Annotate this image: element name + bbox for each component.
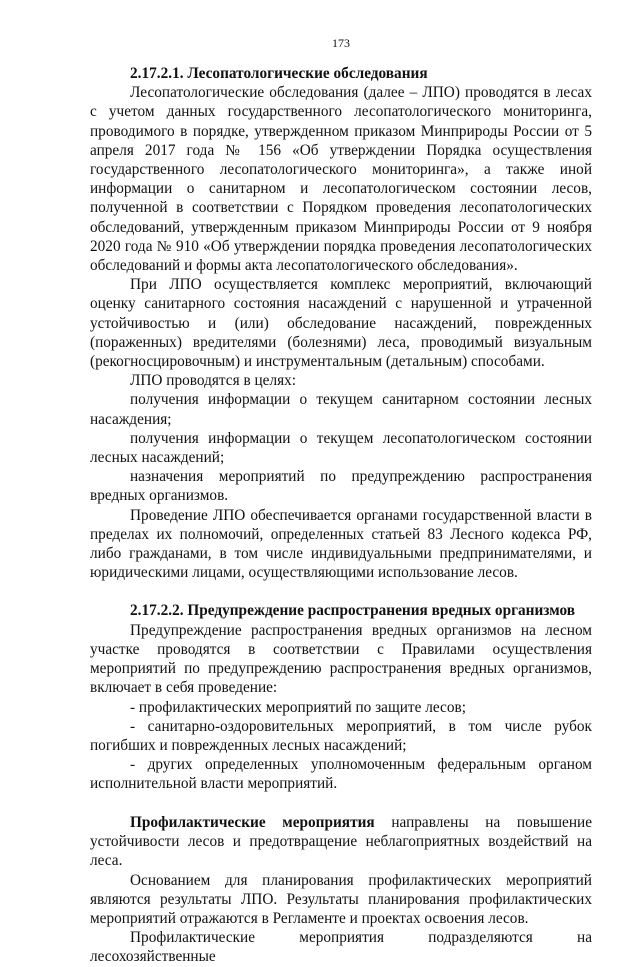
paragraph-prevention-intro: Предупреждение распространения вредных организмов на лесном участке проводятся в соответствии с Правилами осуществления мероприятий по предупреждению распространения вредных организмов, включает в себя проведение:: [90, 621, 592, 697]
list-item-sanitary-measures: - санитарно-оздоровительных мероприятий, в том числе рубок погибших и поврежденных лесных насаждений;: [90, 717, 592, 754]
section-heading-2-17-2-1: 2.17.2.1. Лесопатологические обследования: [130, 65, 428, 82]
paragraph-purpose-prevention: назначения мероприятий по предупреждению распространения вредных организмов.: [90, 468, 592, 505]
paragraph-preventive-measures-text: направлены на повышение устойчивости лесов и предотвращение неблагоприятных воздействий на леса.: [90, 814, 592, 870]
paragraph-lpo-definition: Лесопатологические обследования (далее – ЛПО) проводятся в лесах с учетом данных государственного лесопатологического мониторинга, проводимого в порядке, утвержденном приказом Минприроды России от 5 апреля 2017 года № 156 «Об утверждении Порядка осуществления государственного лесопатологического мониторинга», а также иной информации о санитарном и лесопатологическом состоянии лесов, полученной в соответствии с Порядком проведения лесопатологических обследований, утвержденным приказом Минприроды России от 9 ноября 2020 года № 910 «Об утверждении порядка проведения лесопатологических обследований и формы акта лесопатологического обследования».: [90, 84, 592, 275]
paragraph-preventive-measures-types: Профилактические мероприятия подразделяются на лесохозяйственные: [90, 929, 592, 966]
paragraph-purpose-forest-pathology: получения информации о текущем лесопатологическом состоянии лесных насаждений;: [90, 429, 592, 467]
paragraph-purpose-sanitary: получения информации о текущем санитарном состоянии лесных насаждения;: [90, 391, 592, 428]
paragraph-preventive-measures-purpose: [90, 813, 592, 871]
spacer: [90, 582, 592, 601]
section-heading-2-17-2-2: 2.17.2.2. Предупреждение распространения вредных организмов: [130, 602, 575, 620]
page-number: 173: [332, 36, 350, 50]
document-body: [90, 64, 592, 967]
paragraph-lpo-responsibility: Проведение ЛПО обеспечивается органами государственной власти в пределах их полномочий, определенных статьей 83 Лесного кодекса РФ, либо гражданами, в том числе индивидуальными предпринимателями, и юридическими лицами, осуществляющими использование лесов.: [90, 506, 592, 582]
term-preventive-measures: Профилактические мероприятия: [130, 814, 375, 832]
spacer: [90, 794, 592, 814]
paragraph-lpo-purposes-intro: ЛПО проводятся в целях:: [130, 372, 297, 390]
paragraph-lpo-activities: При ЛПО осуществляется комплекс мероприятий, включающий оценку санитарного состояния насаждений с нарушенной и утраченной устойчивостью и (или) обследование насаждений, поврежденных (пораженных) вредителями (болезнями) леса, проводимый визуальным (рекогносцировочным) и инструментальным (детальным) способами.: [90, 276, 592, 371]
list-item-other-measures: - других определенных уполномоченным федеральным органом исполнительной власти мероприятий.: [90, 756, 592, 793]
list-item-preventive-measures: - профилактических мероприятий по защите лесов;: [130, 698, 466, 716]
paragraph-planning-basis: Основанием для планирования профилактических мероприятий являются результаты ЛПО. Результаты планирования профилактических мероприятий отражаются в Регламенте и проектах освоения лесов.: [90, 871, 592, 928]
